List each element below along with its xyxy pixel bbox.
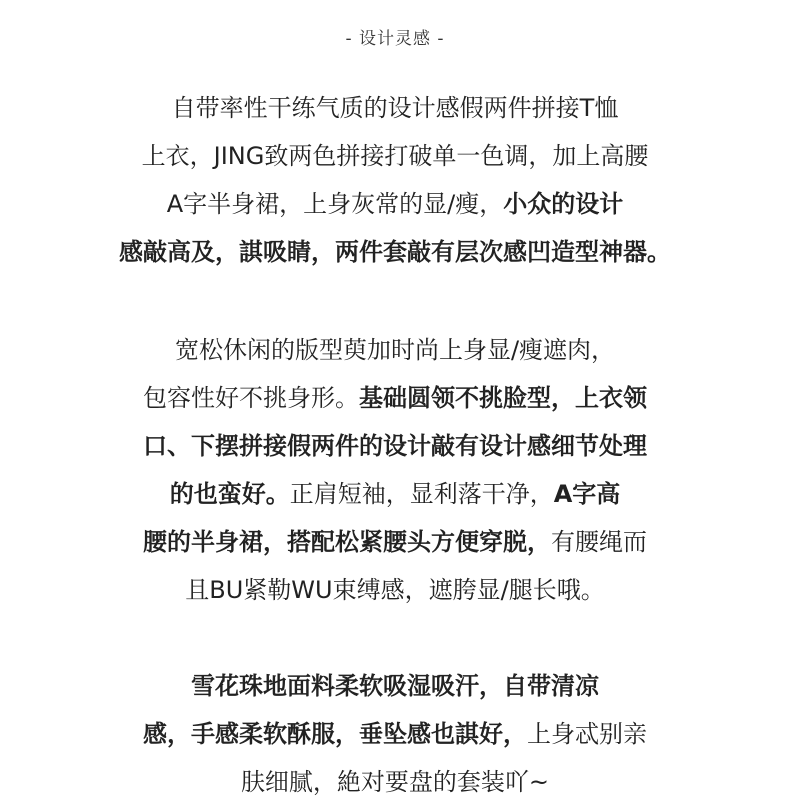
text-segment: 肤细腻，絶对要盘的套装吖~ <box>240 768 550 796</box>
text-segment: 正肩短袖，显利落干净， <box>289 480 554 508</box>
text-segment: 自带率性干练气质的设计感假两件拼接T恤 <box>171 94 619 122</box>
bold-text-segment: 小众的设计 <box>503 190 624 218</box>
text-line <box>0 180 790 228</box>
section-title: - 设计灵感 - <box>345 29 445 49</box>
bold-text-segment: 雪花珠地面料柔软吸湿吸汗，自带清凉 <box>191 672 599 700</box>
text-line <box>0 566 790 614</box>
text-line <box>0 470 790 518</box>
bold-text-segment: 感敲高及，諆吸睛，两件套敲有层次感凹造型神器。 <box>119 238 671 266</box>
bold-text-segment: 腰的半身裙，搭配松紧腰头方便穿脱， <box>143 528 551 556</box>
text-line <box>0 422 790 470</box>
text-segment: 上衣，JING致两色拼接打破单一色调，加上高腰 <box>141 142 649 170</box>
text-line <box>0 326 790 374</box>
text-segment: 上身忒别亲 <box>527 720 647 748</box>
text-line <box>0 84 790 132</box>
text-line <box>0 710 790 758</box>
text-segment: 有腰绳而 <box>551 528 647 556</box>
paragraph-3 <box>0 662 790 806</box>
bold-text-segment: 的也蛮好。 <box>169 480 290 508</box>
text-line <box>0 758 790 806</box>
text-line <box>0 518 790 566</box>
bold-text-segment: A字高 <box>553 480 621 508</box>
text-line <box>0 132 790 180</box>
text-segment: 且BU紧勒WU束缚感，遮胯显/腿长哦。 <box>185 576 605 604</box>
text-segment: 包容性好不挑身形。 <box>143 384 359 412</box>
bold-text-segment: 感，手感柔软酥服，垂坠感也諆好， <box>143 720 527 748</box>
bold-text-segment: 口、下摆拼接假两件的设计敲有设计感细节处理 <box>143 432 647 460</box>
paragraph-2 <box>0 326 790 614</box>
bold-text-segment: 基础圆领不挑脸型，上衣领 <box>359 384 647 412</box>
text-line <box>0 662 790 710</box>
text-segment: A字半身裙，上身灰常的显/瘦， <box>166 190 504 218</box>
text-line <box>0 228 790 276</box>
text-segment: 宽松休闲的版型萸加时尚上身显/瘦遮肉， <box>174 336 616 364</box>
text-line <box>0 374 790 422</box>
paragraph-1 <box>0 84 790 276</box>
